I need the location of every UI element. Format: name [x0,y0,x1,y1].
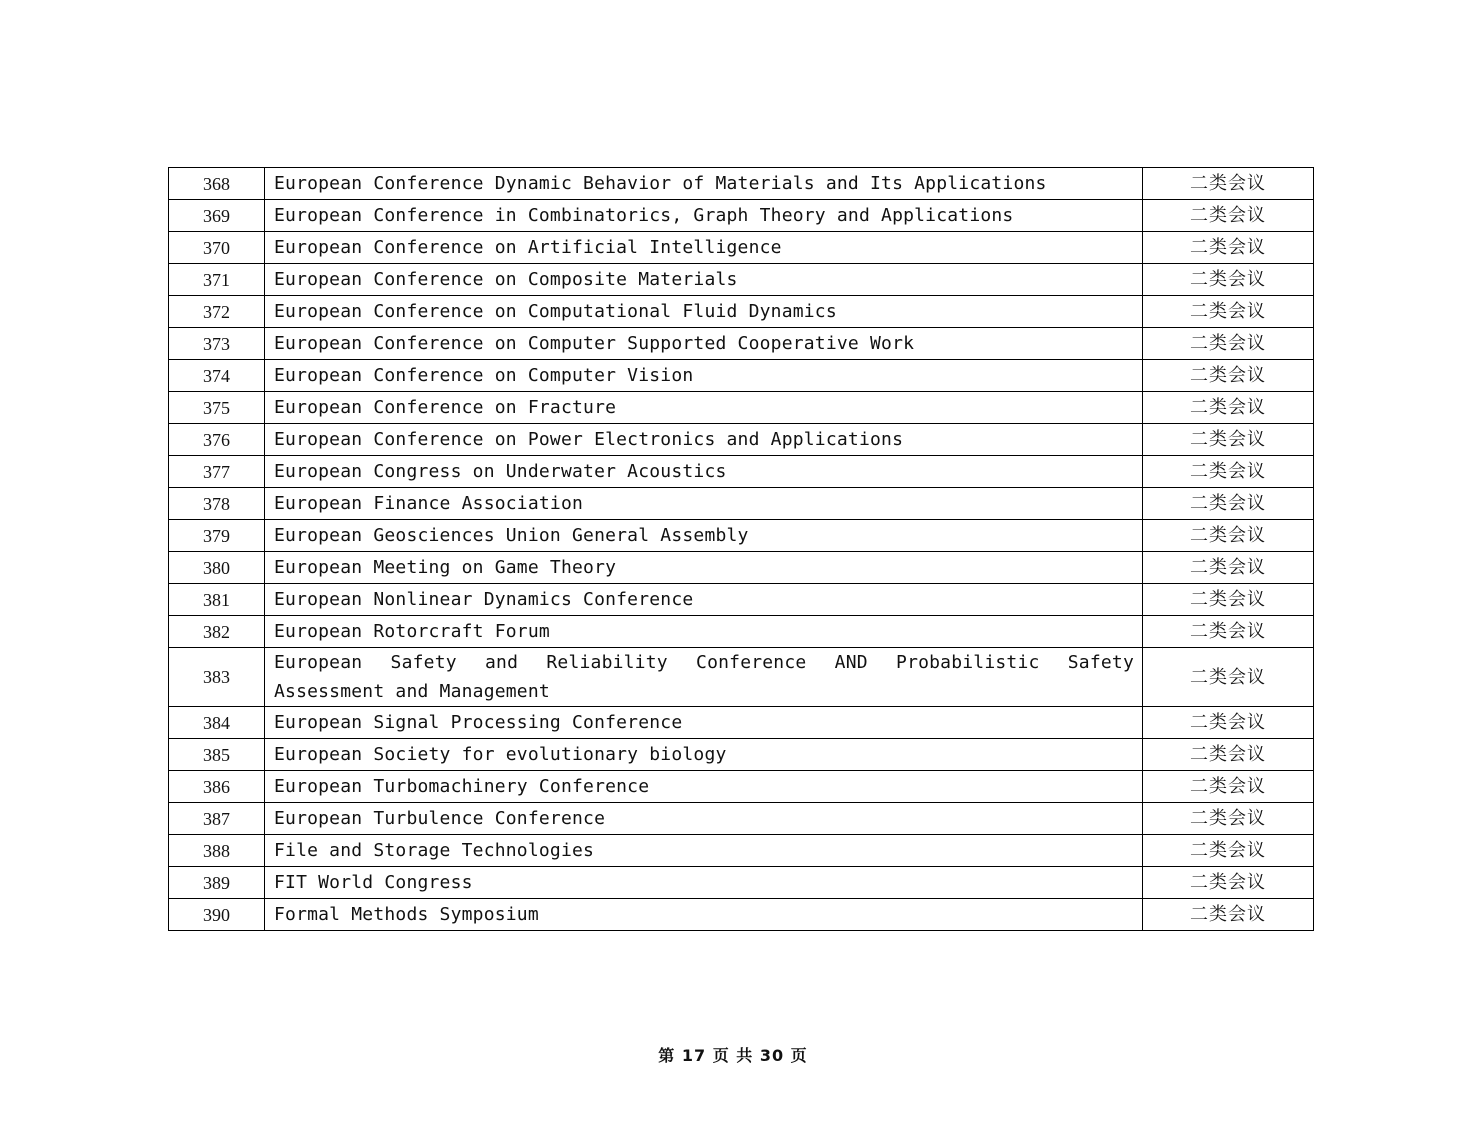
row-number-cell: 383 [169,648,265,707]
conference-name-cell: European Meeting on Game Theory [265,552,1143,584]
table-row [169,584,1314,616]
conference-name-cell: European Conference Dynamic Behavior of Materials and Its Applications [265,168,1143,200]
row-number-cell: 384 [169,707,265,739]
conference-table [168,167,1314,931]
category-cell: 二类会议 [1143,552,1314,584]
table-row [169,616,1314,648]
conference-name-cell: European Turbomachinery Conference [265,771,1143,803]
table-row [169,520,1314,552]
row-number-cell: 389 [169,867,265,899]
conference-name-cell: European Finance Association [265,488,1143,520]
table-row [169,264,1314,296]
conference-name-cell: European Conference on Artificial Intelligence [265,232,1143,264]
row-number-cell: 378 [169,488,265,520]
row-number-cell: 368 [169,168,265,200]
table-row [169,835,1314,867]
row-number-cell: 370 [169,232,265,264]
category-cell: 二类会议 [1143,488,1314,520]
conference-name-cell: European Safety and Reliability Conference AND Probabilistic Safety Assessment and Management [265,648,1143,707]
table-row [169,232,1314,264]
category-cell: 二类会议 [1143,424,1314,456]
conference-name-cell: European Congress on Underwater Acoustics [265,456,1143,488]
row-number-cell: 387 [169,803,265,835]
conference-name-cell: European Rotorcraft Forum [265,616,1143,648]
row-number-cell: 380 [169,552,265,584]
row-number-cell: 385 [169,739,265,771]
row-number-cell: 381 [169,584,265,616]
page-footer: 第 17 页 共 30 页 [658,1046,808,1065]
conference-name-cell: European Turbulence Conference [265,803,1143,835]
category-cell: 二类会议 [1143,200,1314,232]
category-cell: 二类会议 [1143,296,1314,328]
row-number-cell: 374 [169,360,265,392]
table-row [169,424,1314,456]
category-cell: 二类会议 [1143,648,1314,707]
conference-name-cell: European Conference on Computer Supported Cooperative Work [265,328,1143,360]
conference-name-cell: FIT World Congress [265,867,1143,899]
category-cell: 二类会议 [1143,835,1314,867]
row-number-cell: 382 [169,616,265,648]
conference-name-cell: European Conference on Computational Fluid Dynamics [265,296,1143,328]
row-number-cell: 375 [169,392,265,424]
category-cell: 二类会议 [1143,584,1314,616]
row-number-cell: 390 [169,899,265,931]
category-cell: 二类会议 [1143,168,1314,200]
row-number-cell: 372 [169,296,265,328]
conference-name-cell: European Geosciences Union General Assembly [265,520,1143,552]
conference-name-cell: European Conference on Fracture [265,392,1143,424]
category-cell: 二类会议 [1143,328,1314,360]
table-row [169,771,1314,803]
category-cell: 二类会议 [1143,739,1314,771]
category-cell: 二类会议 [1143,867,1314,899]
category-cell: 二类会议 [1143,264,1314,296]
row-number-cell: 373 [169,328,265,360]
table-row [169,456,1314,488]
conference-name-cell: European Nonlinear Dynamics Conference [265,584,1143,616]
row-number-cell: 388 [169,835,265,867]
conference-name-cell: European Society for evolutionary biology [265,739,1143,771]
table-body [169,168,1314,931]
table-row [169,552,1314,584]
table-row [169,296,1314,328]
category-cell: 二类会议 [1143,360,1314,392]
table-row [169,899,1314,931]
conference-name-cell: European Conference in Combinatorics, Graph Theory and Applications [265,200,1143,232]
conference-name-cell: European Conference on Power Electronics and Applications [265,424,1143,456]
category-cell: 二类会议 [1143,707,1314,739]
table-row [169,488,1314,520]
row-number-cell: 379 [169,520,265,552]
table-row [169,360,1314,392]
row-number-cell: 371 [169,264,265,296]
table-row [169,168,1314,200]
table-row [169,707,1314,739]
conference-name-cell: European Signal Processing Conference [265,707,1143,739]
category-cell: 二类会议 [1143,616,1314,648]
table-row [169,648,1314,707]
table-row [169,328,1314,360]
conference-name-cell: Formal Methods Symposium [265,899,1143,931]
category-cell: 二类会议 [1143,232,1314,264]
category-cell: 二类会议 [1143,520,1314,552]
conference-name-cell: European Conference on Composite Materials [265,264,1143,296]
row-number-cell: 377 [169,456,265,488]
table-row [169,867,1314,899]
category-cell: 二类会议 [1143,771,1314,803]
conference-name-cell: File and Storage Technologies [265,835,1143,867]
category-cell: 二类会议 [1143,803,1314,835]
conference-name-cell: European Conference on Computer Vision [265,360,1143,392]
row-number-cell: 369 [169,200,265,232]
category-cell: 二类会议 [1143,456,1314,488]
category-cell: 二类会议 [1143,392,1314,424]
table-row [169,392,1314,424]
row-number-cell: 386 [169,771,265,803]
table-row [169,200,1314,232]
row-number-cell: 376 [169,424,265,456]
table-row [169,739,1314,771]
table-row [169,803,1314,835]
category-cell: 二类会议 [1143,899,1314,931]
